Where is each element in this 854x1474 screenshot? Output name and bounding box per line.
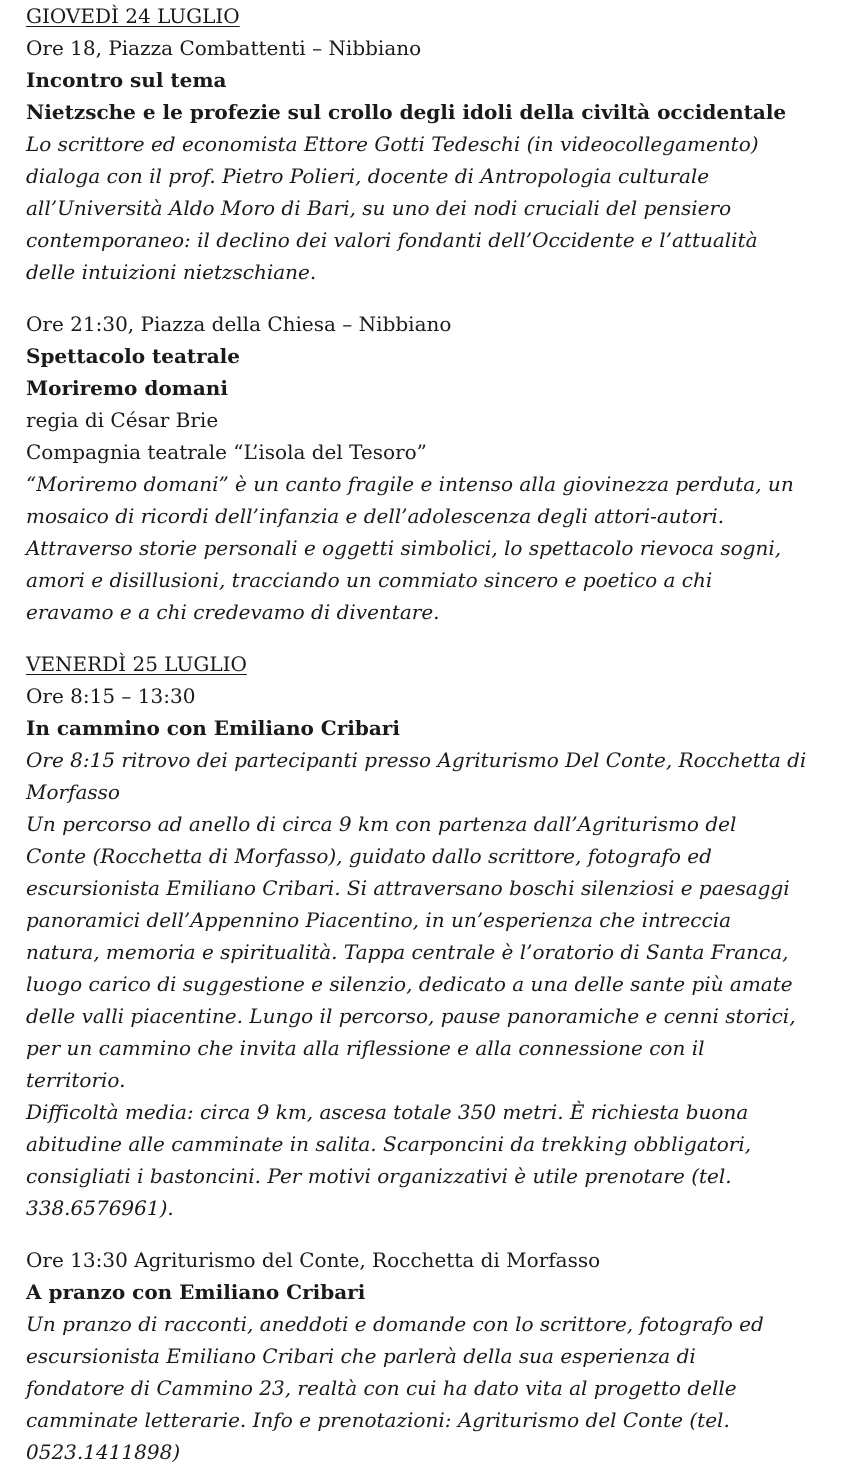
event-title: A pranzo con Emiliano Cribari: [26, 1280, 366, 1304]
program-page: [26, 0, 836, 1468]
event-company: Compagnia teatrale “L’isola del Tesoro”: [26, 440, 427, 464]
day-heading: VENERDÌ 25 LUGLIO: [26, 652, 247, 676]
event-time-place: Ore 18, Piazza Combattenti – Nibbiano: [26, 36, 422, 60]
description-line: natura, memoria e spiritualità. Tappa centrale è l’oratorio di Santa Franca,: [26, 940, 789, 964]
description-line: Lo scrittore ed economista Ettore Gotti Tedeschi (in videocollegamento): [26, 132, 759, 156]
event-time-place: Ore 13:30 Agriturismo del Conte, Rocchetta di Morfasso: [26, 1248, 601, 1272]
event-block: [26, 680, 836, 1224]
day-heading: GIOVEDÌ 24 LUGLIO: [26, 4, 240, 28]
event-description: [26, 468, 836, 628]
description-line: Attraverso storie personali e oggetti simbolici, lo spettacolo rievoca sogni,: [26, 536, 782, 560]
description-line: Ore 8:15 ritrovo dei partecipanti presso Agriturismo Del Conte, Rocchetta di: [26, 748, 807, 772]
spacer: [26, 288, 836, 308]
event-time: Ore 8:15 – 13:30: [26, 684, 196, 708]
event-description: [26, 744, 836, 1224]
description-line: eravamo e a chi credevamo di diventare.: [26, 600, 440, 624]
description-line: contemporaneo: il declino dei valori fondanti dell’Occidente e l’attualità: [26, 228, 758, 252]
event-type: Incontro sul tema: [26, 68, 227, 92]
description-line: Difficoltà media: circa 9 km, ascesa totale 350 metri. È richiesta buona: [26, 1100, 749, 1124]
spacer: [26, 628, 836, 648]
description-line: 338.6576961).: [26, 1196, 174, 1220]
description-line: fondatore di Cammino 23, realtà con cui ha dato vita al progetto delle: [26, 1376, 737, 1400]
event-time-place: Ore 21:30, Piazza della Chiesa – Nibbiano: [26, 312, 452, 336]
description-line: Conte (Rocchetta di Morfasso), guidato dallo scrittore, fotografo ed: [26, 844, 712, 868]
event-description: [26, 1308, 836, 1468]
description-line: delle intuizioni nietzschiane.: [26, 260, 317, 284]
event-title: In cammino con Emiliano Cribari: [26, 716, 400, 740]
description-line: abitudine alle camminate in salita. Scarponcini da trekking obbligatori,: [26, 1132, 752, 1156]
event-description: [26, 128, 836, 288]
description-line: luogo carico di suggestione e silenzio, dedicato a una delle sante più amate: [26, 972, 793, 996]
event-director: regia di César Brie: [26, 408, 219, 432]
description-line: per un cammino che invita alla riflessione e alla connessione con il: [26, 1036, 705, 1060]
description-line: panoramici dell’Appennino Piacentino, in un’esperienza che intreccia: [26, 908, 732, 932]
description-line: camminate letterarie. Info e prenotazioni: Agriturismo del Conte (tel.: [26, 1408, 730, 1432]
spacer: [26, 1224, 836, 1244]
description-line: escursionista Emiliano Cribari. Si attraversano boschi silenziosi e paesaggi: [26, 876, 790, 900]
description-line: 0523.1411898): [26, 1440, 181, 1464]
event-block: [26, 308, 836, 628]
description-line: escursionista Emiliano Cribari che parlerà della sua esperienza di: [26, 1344, 696, 1368]
event-title: Nietzsche e le profezie sul crollo degli idoli della civiltà occidentale: [26, 100, 787, 124]
event-block: [26, 1244, 836, 1468]
description-line: delle valli piacentine. Lungo il percorso, pause panoramiche e cenni storici,: [26, 1004, 796, 1028]
description-line: mosaico di ricordi dell’infanzia e dell’adolescenza degli attori-autori.: [26, 504, 725, 528]
description-line: consigliati i bastoncini. Per motivi organizzativi è utile prenotare (tel.: [26, 1164, 732, 1188]
description-line: Un percorso ad anello di circa 9 km con partenza dall’Agriturismo del: [26, 812, 737, 836]
event-type: Spettacolo teatrale: [26, 344, 240, 368]
description-line: Un pranzo di racconti, aneddoti e domande con lo scrittore, fotografo ed: [26, 1312, 764, 1336]
description-line: territorio.: [26, 1068, 126, 1092]
description-line: amori e disillusioni, tracciando un commiato sincero e poetico a chi: [26, 568, 713, 592]
event-block: [26, 32, 836, 288]
description-line: Morfasso: [26, 780, 120, 804]
description-line: all’Università Aldo Moro di Bari, su uno dei nodi cruciali del pensiero: [26, 196, 732, 220]
description-line: dialoga con il prof. Pietro Polieri, docente di Antropologia culturale: [26, 164, 710, 188]
description-line: “Moriremo domani” è un canto fragile e intenso alla giovinezza perduta, un: [26, 472, 794, 496]
event-title: Moriremo domani: [26, 376, 228, 400]
